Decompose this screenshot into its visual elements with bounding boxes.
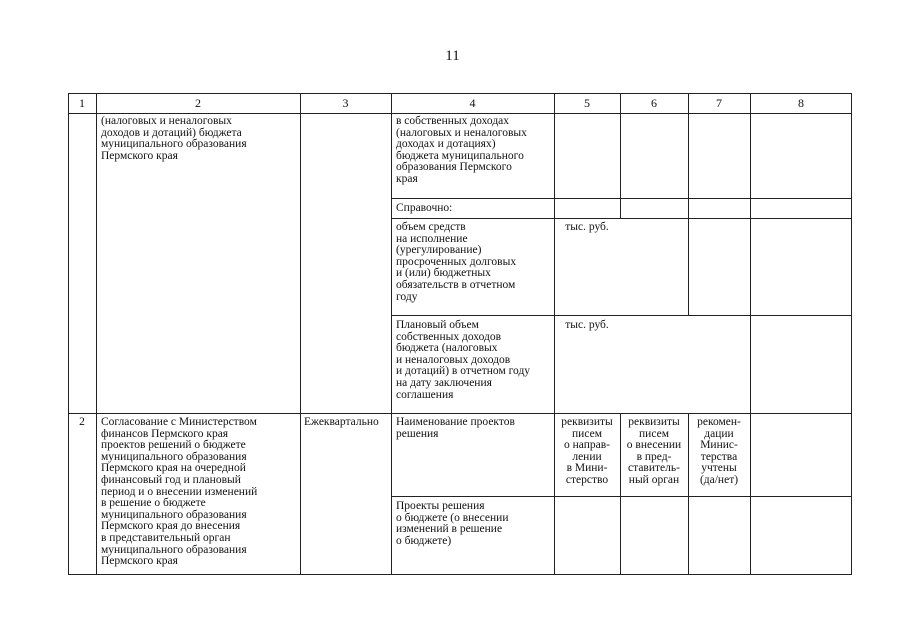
header-col-4: 4 <box>469 96 476 110</box>
row1-overdue-obligations: объем средств на исполнение (урегулирование) просроченных долговых и (или) бюджетных обязательств в отчетном году <box>396 221 517 303</box>
row1-planned-revenue: Плановый объем собственных доходов бюджета (налоговых и неналоговых доходов и дотаций) в отчетном году на дату заключения соглашения <box>396 319 531 401</box>
row1-indicator-own-revenue: в собственных доходах (налоговых и неналоговых доходах и дотациях) бюджета муниципального образования Пермского края <box>396 115 527 185</box>
row2-number: 2 <box>79 416 85 428</box>
row2-subrule <box>391 496 852 497</box>
row2-description: Согласование с Министерством финансов Пермского края проектов решений о бюджете муниципального образования Пермского края на очередной финансовый год и плановый период и о внесении изменений в решение о бюджете муниципального образования Пермского края до внесения в представительный орган муниципального образования Пермского края <box>101 416 258 568</box>
header-col-5: 5 <box>584 96 590 110</box>
row-separator <box>68 413 852 414</box>
row1-subrule-b <box>391 218 852 219</box>
row2-frequency: Ежеквартально <box>304 416 379 428</box>
header-col-1: 1 <box>79 96 85 110</box>
row1-reference-label: Справочно: <box>396 202 453 214</box>
row2-draft-name: Наименование проектов решения <box>396 416 515 440</box>
row2-draft-decisions: Проекты решения о бюджете (о внесении изменений в решение о бюджете) <box>396 500 509 547</box>
row1-unit-thousand-rub-2: тыс. руб. <box>565 319 609 331</box>
table-border-bottom <box>68 574 852 575</box>
col-divider-6 <box>688 93 689 315</box>
header-col-2: 2 <box>195 96 201 110</box>
row2-letters-to-ministry: реквизиты писем о направ- лении в Мини- стерство <box>561 416 613 486</box>
row2-recommendations: рекомен- дации Минис- терства учтены (да/нет) <box>697 416 741 486</box>
col-divider-2 <box>300 93 301 575</box>
page-number: 11 <box>445 48 460 64</box>
header-col-7: 7 <box>716 96 722 110</box>
header-col-3: 3 <box>342 96 349 110</box>
col-divider-7 <box>750 93 751 575</box>
table-border-right <box>851 93 852 575</box>
header-rule <box>68 113 852 114</box>
row1-subrule-a <box>391 198 852 199</box>
row2-letters-to-council: реквизиты писем о внесении в пред- ставитель- ный орган <box>626 416 682 486</box>
row1-description: (налоговых и неналоговых доходов и дотаций) бюджета муниципального образования Пермского края <box>101 115 247 162</box>
col-divider-1 <box>96 93 97 575</box>
header-col-6: 6 <box>651 96 657 110</box>
table-border-left <box>68 93 69 575</box>
col-divider-4 <box>554 93 555 575</box>
report-table <box>68 93 852 575</box>
col-divider-3 <box>391 93 392 575</box>
row1-unit-thousand-rub: тыс. руб. <box>565 221 609 233</box>
row1-subrule-c <box>391 315 852 316</box>
header-col-8: 8 <box>798 96 804 110</box>
